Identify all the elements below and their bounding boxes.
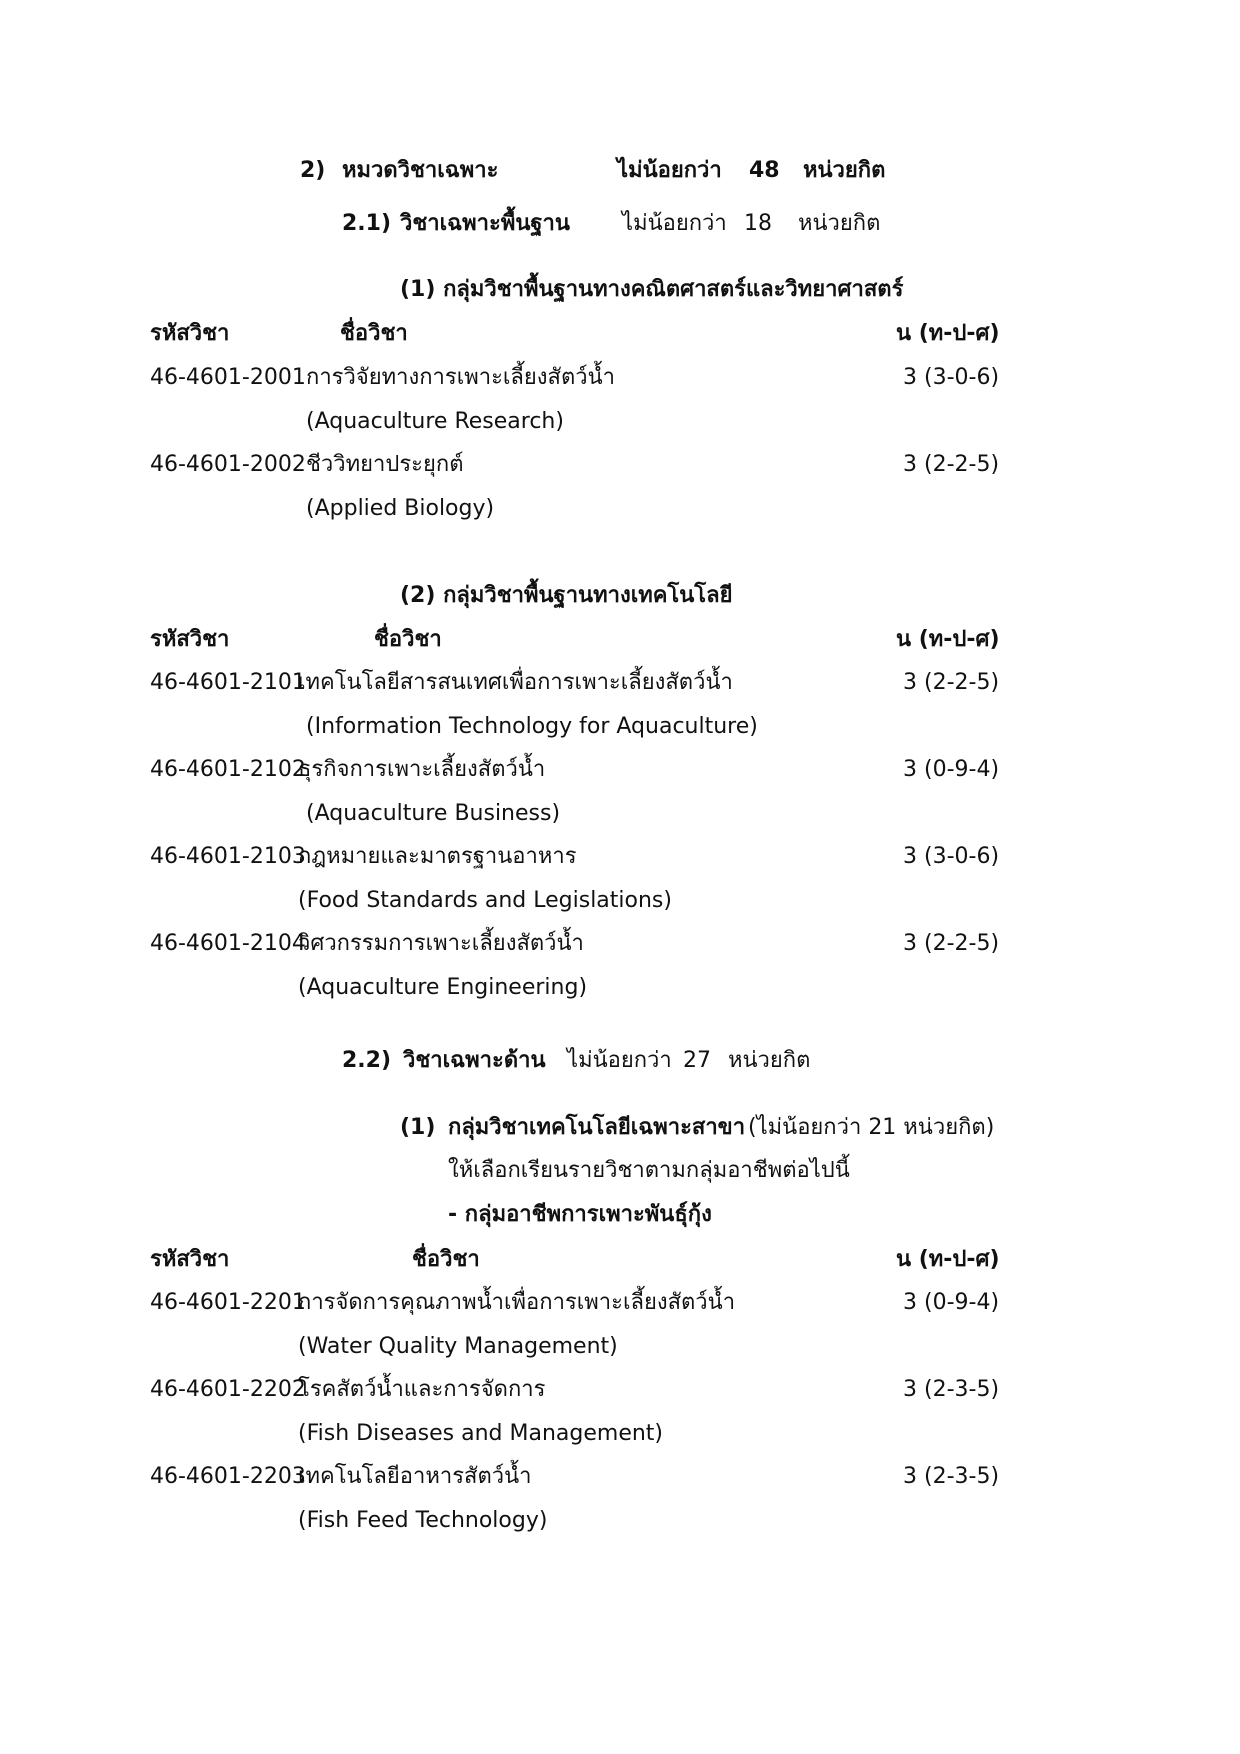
course-code: 46-4601-2201 <box>150 1290 306 1315</box>
course-name-th: เทคโนโลยีสารสนเทศเพื่อการเพาะเลี้ยงสัตว์น้ำ <box>298 670 733 695</box>
course-name-en: (Aquaculture Engineering) <box>298 975 588 1000</box>
course-code: 46-4601-2104 <box>150 931 306 956</box>
subsection-min-label: ไม่น้อยกว่า <box>622 211 727 236</box>
course-code: 46-4601-2002 <box>150 452 306 477</box>
header-code: รหัสวิชา <box>150 627 230 652</box>
course-name-th: กฎหมายและมาตรฐานอาหาร <box>298 844 577 869</box>
group-title: (2) กลุ่มวิชาพื้นฐานทางเทคโนโลยี <box>400 583 733 608</box>
section-number: 2) <box>300 158 326 183</box>
header-credit: น (ท-ป-ศ) <box>896 321 1000 346</box>
header-name: ชื่อวิชา <box>374 627 442 652</box>
course-code: 46-4601-2203 <box>150 1464 306 1489</box>
course-code: 46-4601-2202 <box>150 1377 306 1402</box>
course-name-en: (Information Technology for Aquaculture) <box>306 714 758 739</box>
course-name-en: (Aquaculture Research) <box>306 409 564 434</box>
header-code: รหัสวิชา <box>150 1247 230 1272</box>
course-name-en: (Applied Biology) <box>306 496 495 521</box>
career-group-title: - กลุ่มอาชีพการเพาะพันธุ์กุ้ง <box>448 1202 712 1227</box>
subsection-min-label: ไม่น้อยกว่า <box>567 1048 672 1073</box>
section-title: หมวดวิชาเฉพาะ <box>342 158 499 183</box>
course-credit: 3 (2-3-5) <box>903 1377 1000 1402</box>
course-code: 46-4601-2001 <box>150 365 306 390</box>
course-code: 46-4601-2103 <box>150 844 306 869</box>
group-title: กลุ่มวิชาเทคโนโลยีเฉพาะสาขา <box>448 1115 746 1140</box>
subsection-credits: 27 <box>683 1048 711 1073</box>
group-note: (ไม่น้อยกว่า 21 หน่วยกิต) <box>748 1115 995 1140</box>
subsection-number: 2.2) <box>342 1048 392 1073</box>
header-name: ชื่อวิชา <box>412 1247 480 1272</box>
course-credit: 3 (0-9-4) <box>903 1290 1000 1315</box>
header-name: ชื่อวิชา <box>340 321 408 346</box>
course-name-th: การวิจัยทางการเพาะเลี้ยงสัตว์น้ำ <box>306 365 615 390</box>
section-credits: 48 <box>749 158 780 183</box>
course-name-th: วิศวกรรมการเพาะเลี้ยงสัตว์น้ำ <box>298 931 584 956</box>
header-credit: น (ท-ป-ศ) <box>896 627 1000 652</box>
course-credit: 3 (3-0-6) <box>903 844 1000 869</box>
course-name-th: การจัดการคุณภาพน้ำเพื่อการเพาะเลี้ยงสัตว์น้ำ <box>298 1290 736 1315</box>
group-number: (1) <box>400 1115 436 1140</box>
subsection-credits: 18 <box>744 211 772 236</box>
course-credit: 3 (0-9-4) <box>903 757 1000 782</box>
subsection-number: 2.1) <box>342 211 392 236</box>
subsection-unit: หน่วยกิต <box>728 1048 811 1073</box>
course-name-en: (Fish Feed Technology) <box>298 1508 548 1533</box>
course-code: 46-4601-2101 <box>150 670 306 695</box>
course-name-en: (Food Standards and Legislations) <box>298 888 672 913</box>
course-name-th: ธุรกิจการเพาะเลี้ยงสัตว์น้ำ <box>298 757 546 782</box>
section-min-label: ไม่น้อยกว่า <box>617 158 722 183</box>
course-credit: 3 (2-2-5) <box>903 452 1000 477</box>
section-unit: หน่วยกิต <box>803 158 886 183</box>
course-name-th: ชีววิทยาประยุกต์ <box>306 452 464 477</box>
course-name-en: (Aquaculture Business) <box>306 801 561 826</box>
course-name-en: (Fish Diseases and Management) <box>298 1421 664 1446</box>
course-credit: 3 (3-0-6) <box>903 365 1000 390</box>
header-credit: น (ท-ป-ศ) <box>896 1247 1000 1272</box>
course-code: 46-4601-2102 <box>150 757 306 782</box>
header-code: รหัสวิชา <box>150 321 230 346</box>
course-credit: 3 (2-2-5) <box>903 670 1000 695</box>
group-title: (1) กลุ่มวิชาพื้นฐานทางคณิตศาสตร์และวิทยาศาสตร์ <box>400 277 904 302</box>
group-instruction: ให้เลือกเรียนรายวิชาตามกลุ่มอาชีพต่อไปนี้ <box>448 1158 850 1183</box>
subsection-title: วิชาเฉพาะพื้นฐาน <box>400 211 570 236</box>
subsection-unit: หน่วยกิต <box>798 211 881 236</box>
course-credit: 3 (2-2-5) <box>903 931 1000 956</box>
subsection-title: วิชาเฉพาะด้าน <box>403 1048 546 1073</box>
course-name-th: เทคโนโลยีอาหารสัตว์น้ำ <box>298 1464 532 1489</box>
course-name-en: (Water Quality Management) <box>298 1334 618 1359</box>
course-credit: 3 (2-3-5) <box>903 1464 1000 1489</box>
course-name-th: โรคสัตว์น้ำและการจัดการ <box>298 1377 546 1402</box>
